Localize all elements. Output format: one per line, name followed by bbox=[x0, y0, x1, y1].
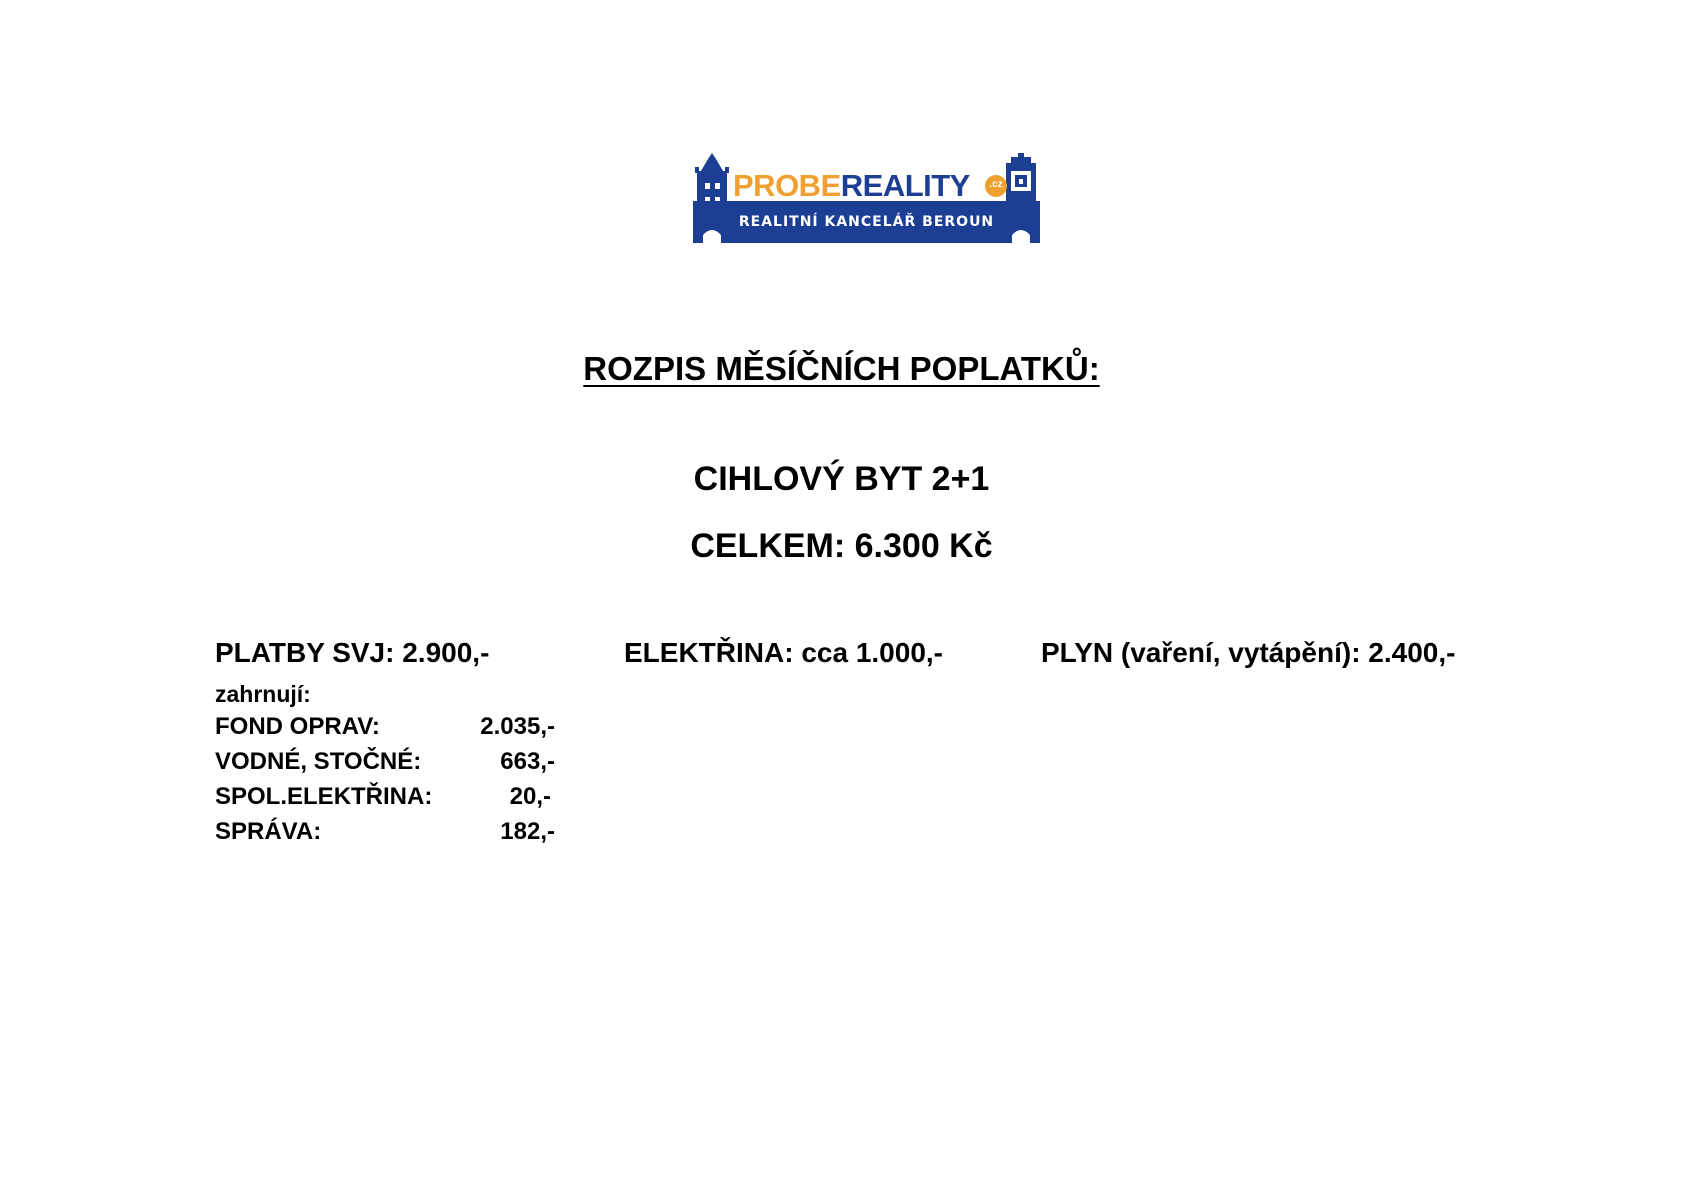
breakdown-amount: 182,- bbox=[500, 818, 555, 845]
total-cost: CELKEM: 6.300 Kč bbox=[690, 527, 993, 565]
breakdown-label: SPRÁVA: bbox=[215, 818, 322, 845]
breakdown-label: VODNÉ, STOČNÉ: bbox=[215, 748, 422, 775]
breakdown-row-management bbox=[215, 818, 555, 853]
breakdown-amount: 20,- bbox=[509, 783, 551, 810]
logo-domain-badge: .cz bbox=[989, 179, 1003, 190]
includes-label: zahrnují: bbox=[215, 681, 311, 707]
breakdown-row-repair-fund bbox=[215, 713, 555, 748]
property-subtitle: CIHLOVÝ BYT 2+1 bbox=[693, 460, 990, 498]
logo-name-part1: PROBE bbox=[733, 168, 841, 203]
svj-breakdown-list bbox=[215, 713, 555, 853]
logo-name-part2: REALITY bbox=[840, 168, 970, 203]
svj-payments-heading: PLATBY SVJ: 2.900,- bbox=[215, 637, 490, 668]
breakdown-label: FOND OPRAV: bbox=[215, 713, 380, 740]
breakdown-amount: 2.035,- bbox=[480, 713, 555, 740]
page-title: ROZPIS MĚSÍČNÍCH POPLATKŮ: bbox=[583, 350, 1100, 387]
logo-tagline: REALITNÍ KANCELÁŘ BEROUN bbox=[738, 214, 995, 230]
breakdown-label: SPOL.ELEKTŘINA: bbox=[215, 783, 433, 810]
breakdown-amount: 663,- bbox=[500, 748, 555, 775]
company-logo bbox=[693, 153, 1040, 243]
breakdown-row-water-sewage bbox=[215, 748, 555, 783]
breakdown-row-common-electricity bbox=[215, 783, 555, 818]
electricity-cost-heading: ELEKTŘINA: cca 1.000,- bbox=[624, 637, 943, 668]
gas-cost-heading: PLYN (vaření, vytápění): 2.400,- bbox=[1041, 637, 1456, 668]
